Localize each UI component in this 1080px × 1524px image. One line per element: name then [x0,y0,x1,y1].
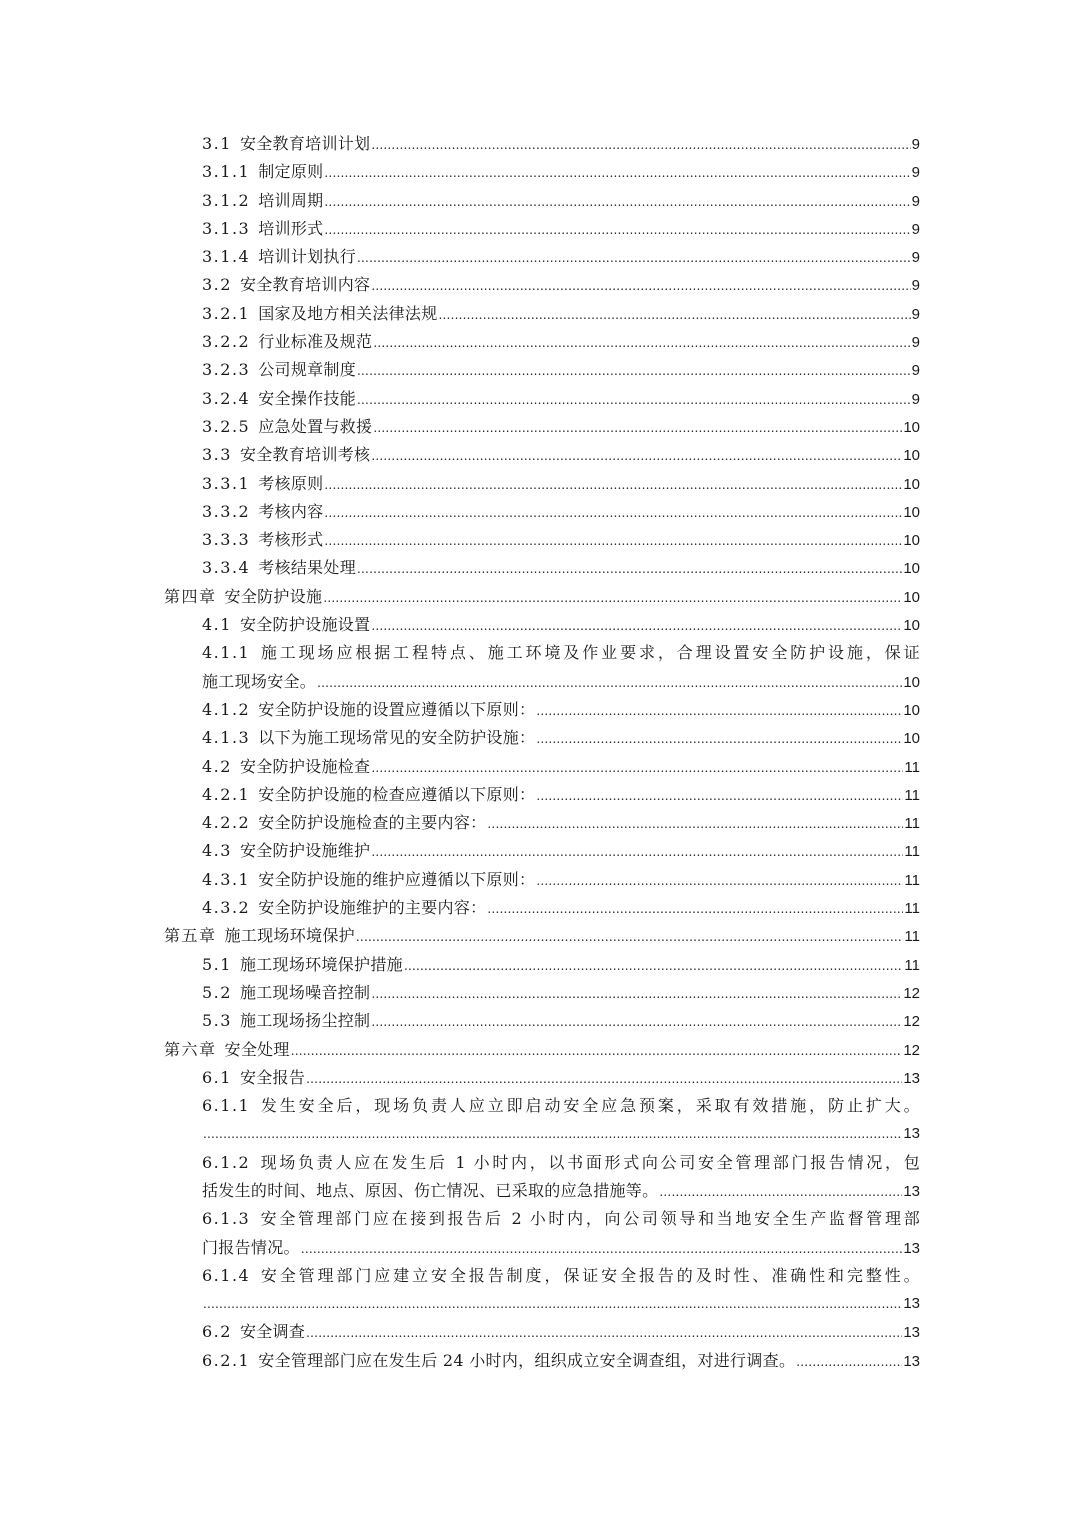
toc-entry-title: 培训计划执行 [258,247,357,267]
toc-entry[interactable] [164,554,920,582]
toc-entry[interactable] [164,611,920,639]
toc-page-number: 10 [903,701,920,719]
toc-entry-text [164,583,322,611]
toc-entry-number: 3.2.4 [202,388,251,408]
toc-entry-text [202,696,535,724]
toc-entry[interactable] [164,1092,920,1120]
toc-entry-title: 行业标准及规范 [258,332,373,352]
toc-entry[interactable] [164,470,920,498]
toc-page-number: 10 [903,503,920,521]
toc-entry-title: 以下为施工现场常见的安全防护设施： [258,728,536,748]
toc-entry-title-continued: 括发生的时间、地点、原因、伤亡情况、已采取的应急措施等。 [202,1180,659,1200]
toc-entry[interactable] [164,1036,920,1064]
toc-entry[interactable] [164,922,920,950]
toc-entry-number: 3.3.2 [202,501,251,521]
toc-entry[interactable] [164,1318,920,1346]
toc-entry-title: 发生安全后，现场负责人应立即启动安全应急预案，采取有效措施，防止扩大。 [258,1096,920,1116]
toc-entry-number: 3.1.3 [202,218,251,238]
toc-entry-text [202,1149,920,1177]
toc-entry[interactable] [164,413,920,441]
toc-page-number: 11 [904,758,920,776]
toc-entry[interactable] [164,583,920,611]
toc-page-number: 11 [904,843,920,861]
toc-entry-text [202,554,356,582]
toc-page-number: 10 [903,560,920,578]
toc-entry-number: 6.2 [202,1322,232,1342]
toc-entry-text [202,526,323,554]
toc-entry-title: 安全防护设施的检查应遵循以下原则： [258,784,536,804]
toc-entry-number: 3.1.2 [202,190,251,210]
toc-entry-text [202,1318,305,1346]
toc-page-number: 9 [911,249,920,267]
toc-entry-title: 安全防护设施检查 [239,756,371,776]
toc-entry-title: 考核原则 [258,473,324,493]
toc-entry-number: 5.2 [202,982,232,1002]
toc-page-number: 11 [904,928,920,946]
toc-entry[interactable] [164,696,920,724]
toc-entry-number: 6.1.1 [202,1096,251,1116]
toc-entry-number: 3.1.4 [202,247,251,267]
toc-page-number: 13 [903,1125,920,1143]
toc-entry-number: 5.1 [202,954,232,974]
toc-leader-dots [324,527,902,555]
toc-entry-text [202,753,370,781]
toc-leader-dots [487,810,903,838]
toc-entry-text [202,498,323,526]
toc-entry-title: 安全教育培训内容 [239,275,371,295]
toc-entry-continuation[interactable] [164,1234,920,1262]
toc-leader-dots [536,725,902,753]
toc-leader-dots [373,329,910,357]
toc-page-number: 9 [911,334,920,352]
toc-entry-number: 3.1 [202,134,232,153]
toc-entry-text [202,187,323,215]
toc-entry-title: 安全防护设施维护的主要内容： [258,898,487,918]
toc-entry-number: 3.2.3 [202,360,251,380]
toc-entry[interactable] [164,1064,920,1092]
toc-page-number: 9 [911,390,920,408]
toc-entry[interactable] [164,809,920,837]
toc-entry-number: 6.2.1 [202,1350,251,1370]
toc-entry-number: 4.2.2 [202,813,251,833]
toc-entry[interactable] [164,866,920,894]
toc-leader-dots [371,272,910,300]
toc-entry-title: 安全操作技能 [258,388,357,408]
toc-entry-text [202,356,356,384]
toc-entry[interactable] [164,130,920,158]
toc-entry-title: 安全处理 [224,1039,290,1059]
toc-entry[interactable] [164,1262,920,1290]
toc-leader-dots [536,697,902,725]
toc-entry-text [202,1064,305,1092]
toc-leader-dots [203,1290,902,1318]
toc-entry[interactable] [164,1205,920,1233]
toc-entry-number: 4.1.1 [202,643,251,663]
toc-entry-title: 施工现场环境保护措施 [239,954,403,974]
toc-entry-title: 安全报告 [239,1067,306,1087]
toc-leader-dots [439,301,911,329]
toc-entry-title: 考核形式 [258,530,324,550]
toc-entry[interactable] [164,187,920,215]
toc-entry-text [202,809,486,837]
toc-entry-number: 4.3.2 [202,898,251,918]
toc-page-number: 13 [903,1069,920,1087]
toc-entry[interactable] [164,781,920,809]
toc-entry-number: 3.3 [202,445,232,465]
toc-entry-title: 应急处置与救援 [258,416,373,436]
toc-entry-number: 6.1.2 [202,1152,251,1172]
toc-entry-title: 考核内容 [258,501,324,521]
toc-leader-dots [324,159,910,187]
toc-entry-text [202,1347,795,1375]
toc-entry-number: 4.3 [202,841,232,861]
toc-leader-dots [536,867,903,895]
toc-page-number: 12 [903,1013,920,1031]
toc-entry-number: 6.1.4 [202,1265,251,1285]
toc-entry-text [202,639,920,667]
toc-page-number: 11 [904,956,920,974]
toc-leader-dots [357,555,902,583]
toc-leader-dots [659,1178,902,1206]
toc-entry-number: 4.1.3 [202,728,251,748]
toc-entry[interactable] [164,724,920,752]
toc-entry-title: 安全防护设施维护 [239,841,371,861]
toc-page-number: 10 [903,418,920,436]
toc-page-number: 9 [911,192,920,210]
toc-entry-number: 6.1 [202,1067,232,1087]
toc-page-number: 10 [903,730,920,748]
toc-entry-number: 3.2.5 [202,416,251,436]
toc-entry-title: 考核结果处理 [258,558,357,578]
toc-entry-number: 3.2.2 [202,332,251,352]
toc-leader-dots [373,414,902,442]
toc-entry-number: 3.2.1 [202,303,251,323]
toc-entry-title: 制定原则 [258,162,324,182]
toc-leader-dots [371,131,910,159]
toc-leader-dots [371,838,903,866]
toc-leader-dots [291,1037,903,1065]
toc-entry-text [202,1205,920,1233]
toc-entry[interactable] [164,1347,920,1375]
toc-leader-dots [317,669,902,697]
toc-page-number: 9 [911,305,920,323]
toc-entry[interactable] [164,1149,920,1177]
toc-entry[interactable] [164,328,920,356]
toc-entry-text [202,215,323,243]
toc-entry-continuation[interactable] [164,1120,920,1148]
toc-entry-title: 安全管理部门应在接到报告后 2 小时内，向公司领导和当地安全生产监督管理部 [258,1209,920,1229]
toc-entry-text [202,837,370,865]
toc-entry-title: 培训形式 [258,218,324,238]
toc-page-number: 11 [904,871,920,889]
toc-entry-title: 安全教育培训计划 [239,134,371,153]
toc-entry[interactable] [164,894,920,922]
toc-leader-dots [306,1065,902,1093]
toc-page-number: 10 [903,617,920,635]
toc-entry-title: 施工现场扬尘控制 [239,1011,371,1031]
toc-entry-text [164,1036,290,1064]
toc-entry[interactable] [164,951,920,979]
toc-entry-text [202,724,535,752]
toc-page-number: 11 [904,815,920,833]
toc-entry-number: 第五章 [164,926,217,946]
toc-entry-number: 3.2 [202,275,232,295]
toc-entry-title: 安全管理部门应在发生后 24 小时内，组织成立安全调查组，对进行调查。 [258,1350,796,1370]
toc-entry-title: 安全防护设施的维护应遵循以下原则： [258,869,536,889]
toc-entry[interactable] [164,385,920,413]
toc-entry-title: 安全防护设施 [224,586,323,606]
toc-page-number: 10 [903,588,920,606]
toc-leader-dots [536,782,903,810]
toc-entry-text [202,300,438,328]
toc-entry-text [202,271,370,299]
table-of-contents [164,130,920,1375]
toc-entry-title: 安全防护设施的设置应遵循以下原则： [258,699,536,719]
toc-page-number: 13 [903,1352,920,1370]
toc-page-number: 13 [903,1295,920,1313]
toc-page-number: 9 [911,362,920,380]
toc-entry-text [202,130,370,158]
toc-leader-dots [323,584,902,612]
toc-leader-dots [796,1348,902,1376]
toc-leader-dots [371,1008,902,1036]
toc-page-number: 12 [903,1041,920,1059]
toc-entry-text [202,611,370,639]
toc-entry[interactable] [164,441,920,469]
toc-entry-text [202,413,372,441]
toc-entry-number: 3.3.3 [202,530,251,550]
toc-page-number: 13 [903,1239,920,1257]
toc-leader-dots [357,357,911,385]
toc-entry[interactable] [164,837,920,865]
toc-leader-dots [357,244,911,272]
toc-entry[interactable] [164,158,920,186]
toc-leader-dots [371,754,903,782]
toc-entry[interactable] [164,526,920,554]
toc-entry[interactable] [164,1007,920,1035]
toc-page-number: 13 [903,1324,920,1342]
toc-entry-text [164,922,355,950]
toc-entry-number: 第四章 [164,586,217,606]
toc-page-number: 9 [911,136,920,153]
toc-entry-text [202,979,370,1007]
toc-entry-number: 4.1 [202,615,232,635]
toc-entry-text [202,441,370,469]
toc-leader-dots [371,980,902,1008]
toc-entry-text [202,470,323,498]
toc-entry-title: 公司规章制度 [258,360,357,380]
toc-page-number: 12 [903,984,920,1002]
toc-entry-number: 6.1.3 [202,1209,251,1229]
toc-entry-title: 现场负责人应在发生后 1 小时内，以书面形式向公司安全管理部门报告情况，包 [258,1152,920,1172]
toc-entry-number: 4.3.1 [202,869,251,889]
toc-page-number: 9 [911,220,920,238]
toc-entry-number: 4.2.1 [202,784,251,804]
toc-leader-dots [356,923,904,951]
toc-entry-text [202,781,535,809]
toc-entry[interactable] [164,639,920,667]
toc-entry-title-continued: 门报告情况。 [202,1237,300,1257]
toc-entry-title: 培训周期 [258,190,324,210]
toc-entry[interactable] [164,979,920,1007]
toc-entry-text [202,1007,370,1035]
toc-leader-dots [324,188,910,216]
toc-entry-number: 4.1.2 [202,699,251,719]
toc-leader-dots [301,1235,903,1263]
toc-page-number: 13 [903,1182,920,1200]
toc-entry-continuation[interactable] [164,668,920,696]
toc-entry-number: 第六章 [164,1039,217,1059]
toc-page-number: 9 [911,277,920,295]
toc-entry[interactable] [164,243,920,271]
toc-leader-dots [404,952,903,980]
toc-entry-number: 3.3.4 [202,558,251,578]
toc-entry-text [202,1262,920,1290]
toc-page-number: 11 [904,900,920,918]
toc-page-number: 10 [903,475,920,493]
toc-entry[interactable] [164,753,920,781]
toc-entry-text [202,328,372,356]
toc-entry-title-continued: 施工现场安全。 [202,671,317,691]
toc-entry-number: 5.3 [202,1011,232,1031]
toc-leader-dots [324,499,902,527]
toc-page-number: 10 [903,532,920,550]
toc-entry-text [202,894,486,922]
toc-entry-text [202,243,356,271]
toc-leader-dots [324,216,910,244]
toc-entry-title: 安全调查 [239,1322,306,1342]
toc-entry-title: 施工现场环境保护 [224,926,355,946]
toc-entry-text [202,951,403,979]
toc-entry-title: 安全防护设施设置 [239,615,371,635]
toc-page-number: 9 [911,164,920,182]
toc-leader-dots [357,386,911,414]
toc-entry-text [202,158,323,186]
toc-entry-number: 3.3.1 [202,473,251,493]
toc-entry-title: 安全管理部门应建立安全报告制度，保证安全报告的及时性、准确性和完整性。 [258,1265,920,1285]
toc-entry-title: 施工现场噪音控制 [239,982,371,1002]
toc-entry[interactable] [164,356,920,384]
toc-entry-continuation[interactable] [164,1290,920,1318]
toc-leader-dots [371,612,902,640]
toc-entry-number: 3.1.1 [202,162,251,182]
toc-page-number: 10 [903,673,920,691]
toc-entry-text [202,1092,920,1120]
toc-entry[interactable] [164,498,920,526]
toc-entry-title: 施工现场应根据工程特点、施工环境及作业要求，合理设置安全防护设施，保证 [258,643,920,663]
toc-leader-dots [371,442,902,470]
toc-page-number: 11 [904,786,920,804]
toc-entry[interactable] [164,215,920,243]
toc-entry[interactable] [164,300,920,328]
toc-leader-dots [203,1120,902,1148]
toc-entry-continuation[interactable] [164,1177,920,1205]
toc-leader-dots [306,1319,902,1347]
toc-entry-title: 国家及地方相关法律法规 [258,303,438,323]
toc-leader-dots [487,895,903,923]
toc-entry[interactable] [164,271,920,299]
toc-entry-title: 安全教育培训考核 [239,445,371,465]
toc-leader-dots [324,471,902,499]
toc-entry-title: 安全防护设施检查的主要内容： [258,813,487,833]
toc-page-number: 10 [903,447,920,465]
toc-entry-text [202,866,535,894]
toc-entry-text [202,385,356,413]
toc-entry-number: 4.2 [202,756,232,776]
